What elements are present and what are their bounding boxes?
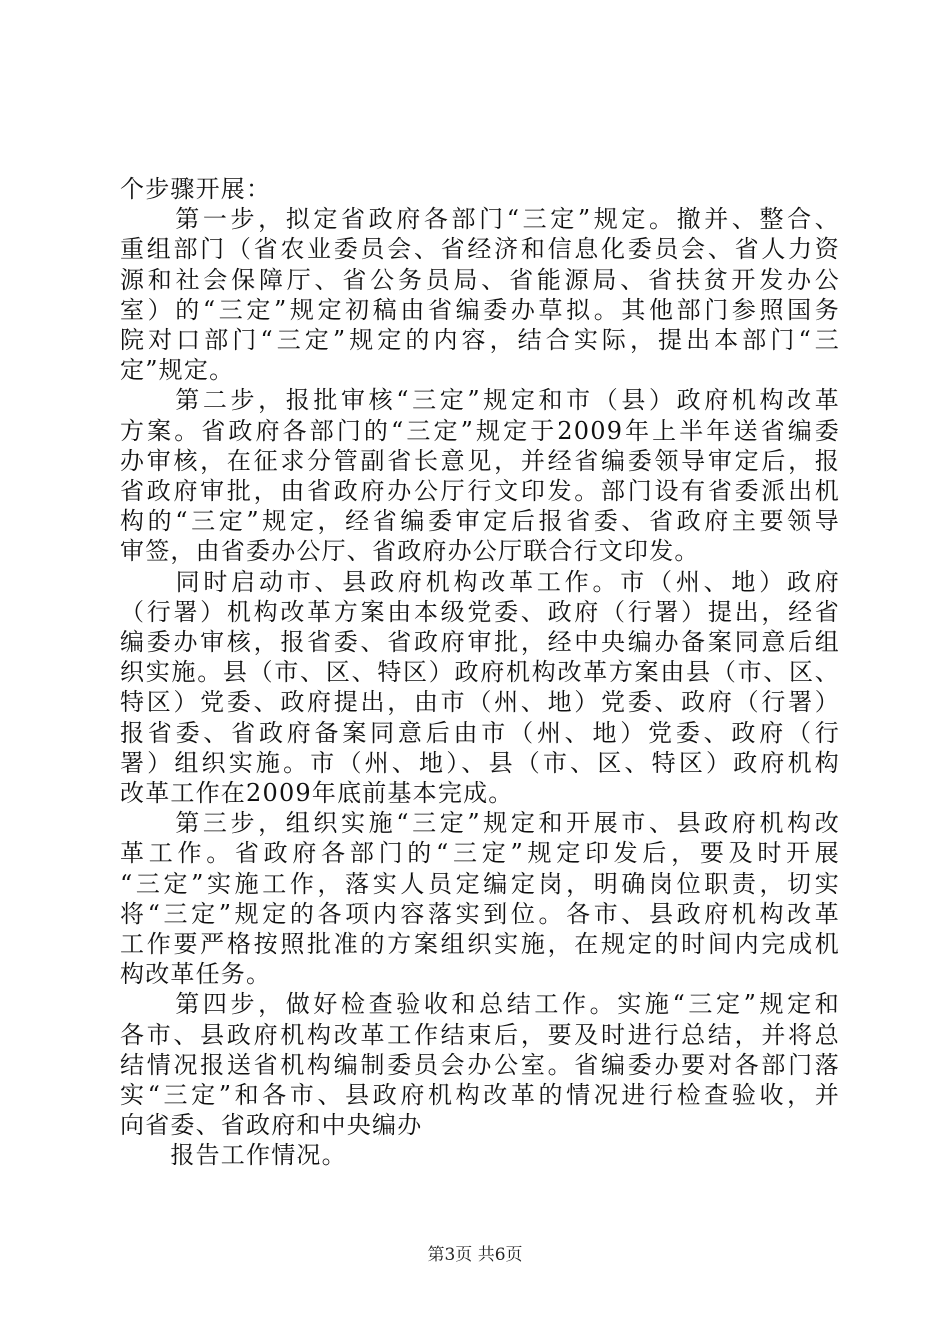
text-line: 各市、县政府机构改革工作结束后，要及时进行总结，并将总 <box>120 1020 840 1049</box>
text-line: 编委办审核，报省委、省政府审批，经中央编办备案同意后组 <box>120 628 840 656</box>
text-line: 源和社会保障厅、省公务员局、省能源局、省扶贫开发办公 <box>120 265 840 294</box>
text-line: 织实施。县（市、区、特区）政府机构改革方案由县（市、区、 <box>120 658 840 687</box>
text-line: 方案。省政府各部门的“三定”规定于2009年上半年送省编委 <box>120 416 840 445</box>
text-line: 省政府审批，由省政府办公厅行文印发。部门设有省委派出机 <box>120 477 840 505</box>
text-line: 构改革任务。 <box>120 960 272 989</box>
text-line: 报省委、省政府备案同意后由市（州、地）党委、政府（行 <box>120 718 840 747</box>
text-line: 将“三定”规定的各项内容落实到位。各市、县政府机构改革 <box>120 899 840 928</box>
text-line: 特区）党委、政府提出，由市（州、地）党委、政府（行署） <box>120 688 840 717</box>
text-line: 第二步，报批审核“三定”规定和市（县）政府机构改革 <box>120 386 840 415</box>
text-line: （行署）机构改革方案由本级党委、政府（行署）提出，经省 <box>120 597 840 626</box>
text-line: 工作要严格按照批准的方案组织实施，在规定的时间内完成机 <box>120 930 840 958</box>
text-line: 重组部门（省农业委员会、省经济和信息化委员会、省人力资 <box>120 235 840 264</box>
text-line: 实“三定”和各市、县政府机构改革的情况进行检查验收，并 <box>120 1081 840 1109</box>
text-line: 第四步，做好检查验收和总结工作。实施“三定”规定和 <box>120 990 840 1019</box>
text-line: 第三步，组织实施“三定”规定和开展市、县政府机构改 <box>120 809 840 838</box>
text-line: 第一步，拟定省政府各部门“三定”规定。撤并、整合、 <box>120 205 840 234</box>
text-line: 结情况报送省机构编制委员会办公室。省编委办要对各部门落 <box>120 1050 840 1079</box>
text-line: 革工作。省政府各部门的“三定”规定印发后，要及时开展 <box>120 839 840 868</box>
text-line: 院对口部门“三定”规定的内容，结合实际，提出本部门“三 <box>120 326 840 354</box>
text-line: 办审核，在征求分管副省长意见，并经省编委领导审定后，报 <box>120 446 840 475</box>
text-line: 定”规定。 <box>120 356 235 385</box>
page-number-footer: 第3页 共6页 <box>427 1245 523 1265</box>
text-line: 改革工作在2009年底前基本完成。 <box>120 779 514 807</box>
text-line: 同时启动市、县政府机构改革工作。市（州、地）政府 <box>120 567 840 596</box>
text-line: 向省委、省政府和中央编办 <box>120 1111 423 1140</box>
text-line: 个步骤开展： <box>120 175 272 203</box>
text-line: 报告工作情况。 <box>120 1141 347 1170</box>
text-line: 审签，由省委办公厅、省政府办公厅联合行文印发。 <box>120 537 700 566</box>
text-line: 构的“三定”规定，经省编委审定后报省委、省政府主要领导 <box>120 507 840 536</box>
text-line: 署）组织实施。市（州、地）、县（市、区、特区）政府机构 <box>120 748 840 777</box>
text-line: “三定”实施工作，落实人员定编定岗，明确岗位职责，切实 <box>120 869 840 898</box>
text-line: 室）的“三定”规定初稿由省编委办草拟。其他部门参照国务 <box>120 295 840 324</box>
